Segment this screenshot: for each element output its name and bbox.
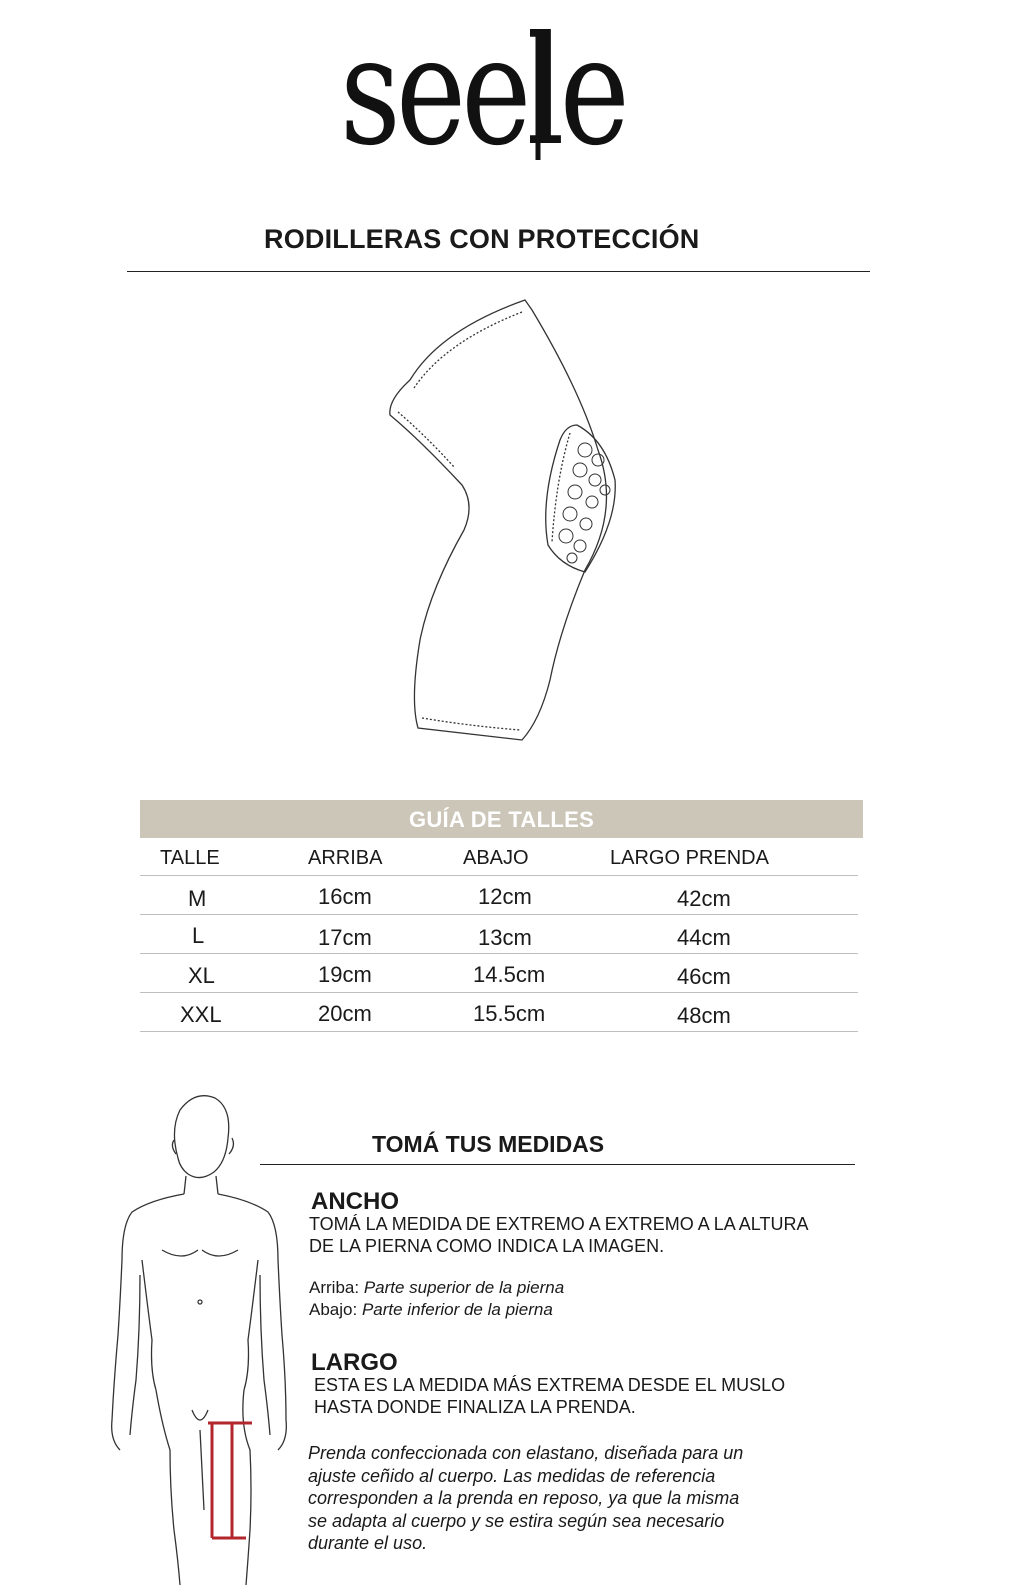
fabric-note-line: se adapta al cuerpo y se estira según sea necesario [308, 1510, 725, 1531]
brand-logo [340, 5, 630, 179]
abajo-text: Parte inferior de la pierna [361, 1300, 553, 1319]
fabric-note-line: durante el uso. [308, 1533, 428, 1553]
fabric-note [308, 1442, 743, 1555]
table-cell-largo: 44cm [677, 925, 731, 950]
size-guide-header: GUÍA DE TALLES [140, 800, 863, 838]
table-cell-largo: 48cm [677, 1003, 731, 1028]
table-cell-abajo: 13cm [478, 925, 532, 950]
column-header-abajo: ABAJO [463, 847, 529, 869]
largo-line-2: HASTA DONDE FINALIZA LA PRENDA. [314, 1397, 636, 1417]
knee-pad-illustration [380, 300, 650, 770]
fabric-note-line: Prenda confeccionada con elastano, diseñada para un [308, 1443, 744, 1463]
table-cell-abajo: 14.5cm [473, 962, 546, 987]
page-title: RODILLERAS CON PROTECCIÓN [264, 224, 700, 254]
table-cell-size: L [192, 923, 205, 948]
column-header-arriba: ARRIBA [308, 847, 383, 869]
row-divider [140, 1031, 858, 1032]
table-cell-size: XXL [180, 1002, 222, 1027]
table-cell-abajo: 15.5cm [473, 1001, 546, 1026]
svg-text:seele: seele [340, 5, 625, 179]
table-cell-arriba: 20cm [318, 1001, 372, 1026]
fabric-note-line: ajuste ceñido al cuerpo. Las medidas de referencia [308, 1465, 716, 1486]
row-divider [140, 992, 858, 993]
measure-title: TOMÁ TUS MEDIDAS [372, 1131, 605, 1157]
abajo-note [309, 1299, 553, 1321]
largo-line-1: ESTA ES LA MEDIDA MÁS EXTREMA DESDE EL MUSLO [314, 1375, 786, 1395]
table-cell-arriba: 16cm [318, 884, 372, 909]
arriba-text: Parte superior de la pierna [363, 1278, 565, 1297]
row-divider [140, 953, 858, 954]
arriba-label: Arriba: [309, 1278, 360, 1297]
ancho-line-1: TOMÁ LA MEDIDA DE EXTREMO A EXTREMO A LA ALTURA [309, 1214, 809, 1234]
fabric-note-line: corresponden a la prenda en reposo, ya que la misma [308, 1488, 740, 1508]
body-figure-illustration [100, 1090, 300, 1590]
row-divider [140, 914, 858, 915]
column-header-talle: TALLE [160, 847, 220, 869]
measure-divider [260, 1164, 855, 1165]
table-cell-largo: 42cm [677, 886, 731, 911]
ancho-heading: ANCHO [311, 1188, 399, 1215]
table-cell-arriba: 17cm [318, 925, 372, 950]
largo-heading: LARGO [311, 1349, 398, 1376]
ancho-line-2: DE LA PIERNA COMO INDICA LA IMAGEN. [309, 1236, 665, 1256]
table-cell-abajo: 12cm [478, 884, 532, 909]
title-divider [127, 271, 870, 272]
abajo-label: Abajo: [309, 1300, 358, 1319]
table-cell-arriba: 19cm [318, 962, 372, 987]
table-cell-largo: 46cm [677, 964, 731, 989]
row-divider [140, 875, 858, 876]
table-cell-size: M [188, 886, 207, 911]
column-header-largo: LARGO PRENDA [610, 847, 769, 869]
arriba-note [309, 1277, 564, 1299]
table-cell-size: XL [188, 963, 215, 988]
